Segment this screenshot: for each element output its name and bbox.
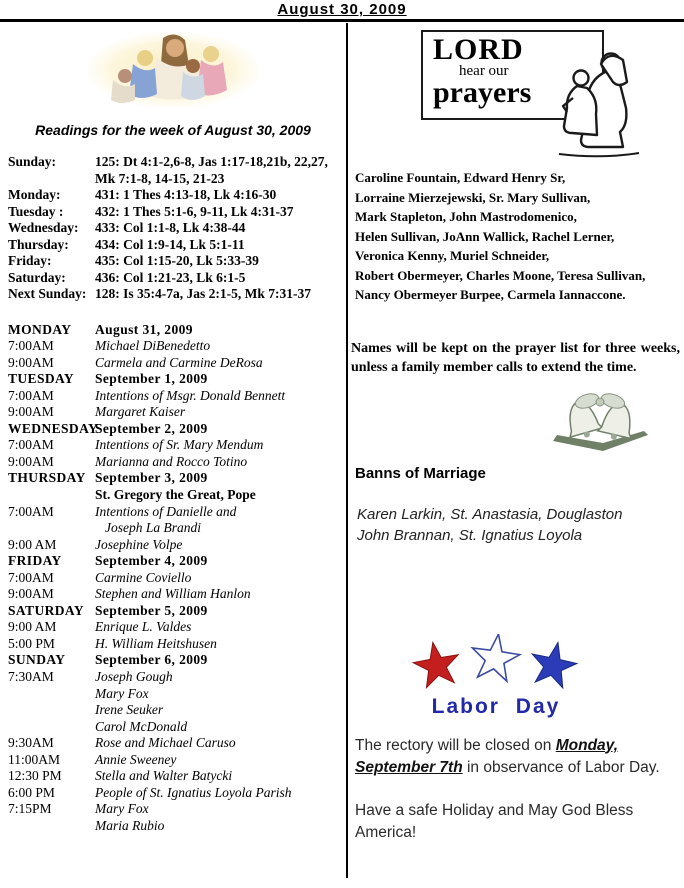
child-head (186, 59, 200, 73)
mass-time: 12:30 PM (8, 768, 62, 784)
mass-intention: Stella and Walter Batycki (95, 768, 233, 784)
mass-intention: Stephen and William Hanlon (95, 586, 251, 602)
kneeling-woman-body (564, 86, 597, 135)
schedule-row (0, 504, 346, 521)
prayer-list-line: Veronica Kenny, Muriel Schneider, (355, 248, 550, 263)
feast-name: St. Gregory the Great, Pope (95, 486, 256, 502)
prayer-list-line: Mark Stapleton, John Mastrodomenico, (355, 209, 577, 224)
mass-time: 6:00 PM (8, 784, 55, 800)
mass-time: 7:30AM (8, 668, 54, 684)
prayer-list-line: Nancy Obermeyer Burpee, Carmela Iannaccone. (355, 287, 626, 302)
holiday-text: Have a safe Holiday and May God Bless America! (355, 801, 634, 841)
mass-intention: H. William Heitshusen (95, 635, 217, 651)
prayer-list-line: Caroline Fountain, Edward Henry Sr, (355, 170, 566, 185)
prayers-words-hear-our: hear our (459, 63, 509, 79)
reading-ref: 432: 1 Thes 5:1-6, 9-11, Lk 4:31-37 (95, 203, 294, 219)
schedule-row (0, 719, 346, 736)
day-label: FRIDAY (8, 553, 62, 569)
schedule-day-header (0, 470, 346, 487)
day-label: SUNDAY (8, 652, 66, 668)
mass-intention: Marianna and Rocco Totino (95, 453, 248, 469)
reading-row (0, 154, 346, 187)
schedule-row (0, 735, 346, 752)
banns-couple: John Brannan, St. Ignatius Loyola (357, 526, 583, 544)
mass-time: 5:00 PM (8, 635, 55, 651)
mass-time: 9:30AM (8, 735, 54, 751)
mass-time: 9:00 AM (8, 619, 57, 635)
left-column (0, 22, 346, 834)
face-shape (166, 39, 184, 57)
mass-intention: Josephine Volpe (95, 536, 183, 552)
mass-time: 7:00AM (8, 569, 54, 585)
schedule-row (0, 636, 346, 653)
schedule-row (0, 388, 346, 405)
day-label: MONDAY (8, 321, 72, 337)
schedule-row (0, 785, 346, 802)
reading-ref: 436: Col 1:21-23, Lk 6:1-5 (95, 269, 246, 285)
day-date: September 3, 2009 (95, 470, 208, 486)
mass-intention: Margaret Kaiser (95, 404, 186, 420)
schedule-row (0, 619, 346, 636)
day-label: WEDNESDAY (8, 420, 99, 436)
schedule-row (0, 338, 346, 355)
ground-line (559, 153, 639, 156)
reading-row (0, 253, 346, 270)
closure-text (355, 735, 678, 780)
day-date: September 4, 2009 (95, 553, 208, 569)
prayer-list-line: Helen Sullivan, JoAnn Wallick, Rachel Lerner, (355, 228, 615, 244)
schedule-row (0, 404, 346, 421)
child-head (118, 69, 132, 83)
prayers-word-prayers: prayers (433, 76, 532, 109)
banns-couple: Karen Larkin, St. Anastasia, Douglaston (357, 505, 623, 523)
schedule-day-header (0, 421, 346, 438)
mass-intention: Irene Seuker (95, 702, 164, 718)
mass-time (0, 719, 95, 736)
banns-couples (357, 504, 684, 546)
reading-day: Tuesday : (8, 203, 64, 219)
page-title-text: August 30, 2009 (277, 1, 407, 18)
mass-time: 11:00AM (8, 751, 61, 767)
closure-suffix: in observance of Labor Day. (462, 759, 660, 776)
reading-ref: 128: Is 35:4-7a, Jas 2:1-5, Mk 7:31-37 (95, 286, 311, 301)
labor-day-label: Labor Day (431, 694, 561, 718)
blue-star-icon (527, 637, 581, 689)
child-head (137, 50, 153, 66)
reading-day: Friday: (8, 253, 52, 268)
mass-intention: Carmine Coviello (95, 569, 192, 585)
mass-intention: Mary Fox (95, 685, 149, 701)
reading-day: Thursday: (8, 236, 69, 252)
mass-intention: Enrique L. Valdes (95, 619, 192, 635)
mass-time: 9:00 AM (8, 536, 57, 552)
mass-schedule (0, 322, 346, 835)
schedule-row (0, 355, 346, 372)
reading-ref: 435: Col 1:15-20, Lk 5:33-39 (95, 253, 259, 268)
mass-intention: Michael DiBenedetto (95, 338, 211, 354)
reading-row (0, 187, 346, 204)
mass-time: 7:00AM (8, 437, 54, 453)
reading-ref: 125: Dt 4:1-2,6-8, Jas 1:17-18,21b, 22,27, Mk 7:1-8, 14-15, 21-23 (95, 154, 328, 186)
day-label: TUESDAY (8, 371, 75, 387)
reading-day: Monday: (8, 187, 61, 202)
mass-intention: Annie Sweeney (95, 751, 177, 767)
day-date: September 6, 2009 (95, 652, 208, 668)
jesus-with-children-art (83, 28, 263, 110)
schedule-row (0, 768, 346, 785)
reading-day: Next Sunday: (8, 286, 87, 301)
reading-ref: 433: Col 1:1-8, Lk 4:38-44 (95, 220, 246, 235)
mass-time (0, 702, 95, 719)
reading-row (0, 204, 346, 221)
schedule-row (0, 818, 346, 835)
mass-time: 7:00AM (8, 503, 54, 519)
prayers-word-lord: LORD (433, 33, 524, 66)
mass-intention: Carol McDonald (95, 718, 188, 734)
reading-row (0, 237, 346, 254)
schedule-day-header (0, 553, 346, 570)
mass-time (0, 818, 95, 835)
day-label: SATURDAY (8, 602, 84, 618)
day-label: THURSDAY (8, 470, 86, 486)
mass-time (0, 686, 95, 703)
schedule-row-continuation (0, 520, 346, 537)
schedule-day-header (0, 652, 346, 669)
mass-intention: Intentions of Sr. Mary Mendum (95, 437, 264, 453)
feast-day-row (0, 487, 346, 504)
mass-time: 9:00AM (8, 354, 54, 370)
closure-date: Monday, September 7th (355, 736, 619, 776)
mass-intention: Joseph Gough (95, 668, 173, 684)
lord-hear-our-prayers-art (421, 28, 673, 164)
readings-list (0, 154, 346, 303)
mass-intention: Rose and Michael Caruso (95, 735, 236, 751)
reading-day: Wednesday: (8, 220, 79, 235)
reading-row (0, 270, 346, 287)
reading-row (0, 220, 346, 237)
red-star-icon (410, 638, 462, 689)
bow (574, 393, 627, 411)
child-head (203, 46, 219, 62)
mass-time: 7:00AM (8, 338, 54, 354)
schedule-row (0, 801, 346, 818)
prayer-list-note: Names will be kept on the prayer list for three weeks, unless a family member calls to extend the time. (351, 340, 680, 375)
mass-time: 7:15PM (8, 801, 52, 817)
schedule-row (0, 586, 346, 603)
wedding-bells-icon (545, 393, 655, 455)
day-date: September 1, 2009 (95, 371, 208, 387)
reading-ref: 431: 1 Thes 4:13-18, Lk 4:16-30 (95, 187, 277, 202)
mass-time (0, 520, 95, 537)
prayer-list-line: Lorraine Mierzejewski, Sr. Mary Sullivan, (355, 189, 591, 205)
closure-prefix: The rectory will be closed on (355, 736, 556, 754)
page-title (0, 1, 684, 18)
schedule-row (0, 537, 346, 554)
mass-time: 9:00AM (8, 404, 54, 420)
mass-intention: Intentions of Msgr. Donald Bennett (95, 387, 286, 403)
reading-row (0, 286, 346, 303)
mass-time: 9:00AM (8, 586, 54, 602)
schedule-row (0, 686, 346, 703)
readings-title: Readings for the week of August 30, 2009 (35, 122, 311, 138)
prayer-list-line: Robert Obermeyer, Charles Moone, Teresa Sullivan, (355, 267, 646, 283)
labor-day-art (407, 634, 585, 719)
kneeling-woman-head (574, 71, 589, 86)
kneeling-figures-icon (539, 48, 669, 162)
mass-time: 9:00AM (8, 453, 54, 469)
reading-day: Saturday: (8, 269, 66, 285)
mass-time: 7:00AM (8, 387, 54, 403)
white-star-icon (468, 634, 522, 683)
day-date: September 2, 2009 (95, 420, 208, 436)
bow-knot (596, 398, 604, 406)
mass-intention: Joseph La Brandi (105, 520, 201, 536)
right-column (349, 22, 684, 845)
schedule-row (0, 454, 346, 471)
schedule-row (0, 752, 346, 769)
schedule-row (0, 702, 346, 719)
schedule-row (0, 570, 346, 587)
schedule-day-header (0, 603, 346, 620)
prayer-list (349, 168, 684, 305)
reading-ref: 434: Col 1:9-14, Lk 5:1-11 (95, 236, 245, 252)
bells-base (553, 431, 648, 451)
mass-intention: Mary Fox (95, 801, 149, 817)
schedule-day-header (0, 322, 346, 339)
reading-day: Sunday: (8, 154, 57, 169)
schedule-row (0, 669, 346, 686)
mass-intention: Carmela and Carmine DeRosa (95, 354, 263, 370)
mass-intention: People of St. Ignatius Loyola Parish (95, 784, 292, 800)
day-date: September 5, 2009 (95, 602, 208, 618)
schedule-day-header (0, 371, 346, 388)
mass-time (0, 487, 95, 504)
banns-heading: Banns of Marriage (355, 464, 486, 482)
schedule-row (0, 437, 346, 454)
day-date: August 31, 2009 (95, 321, 193, 337)
mass-intention: Intentions of Danielle and (95, 503, 237, 519)
column-divider (346, 23, 348, 878)
mass-intention: Maria Rubio (95, 817, 165, 833)
